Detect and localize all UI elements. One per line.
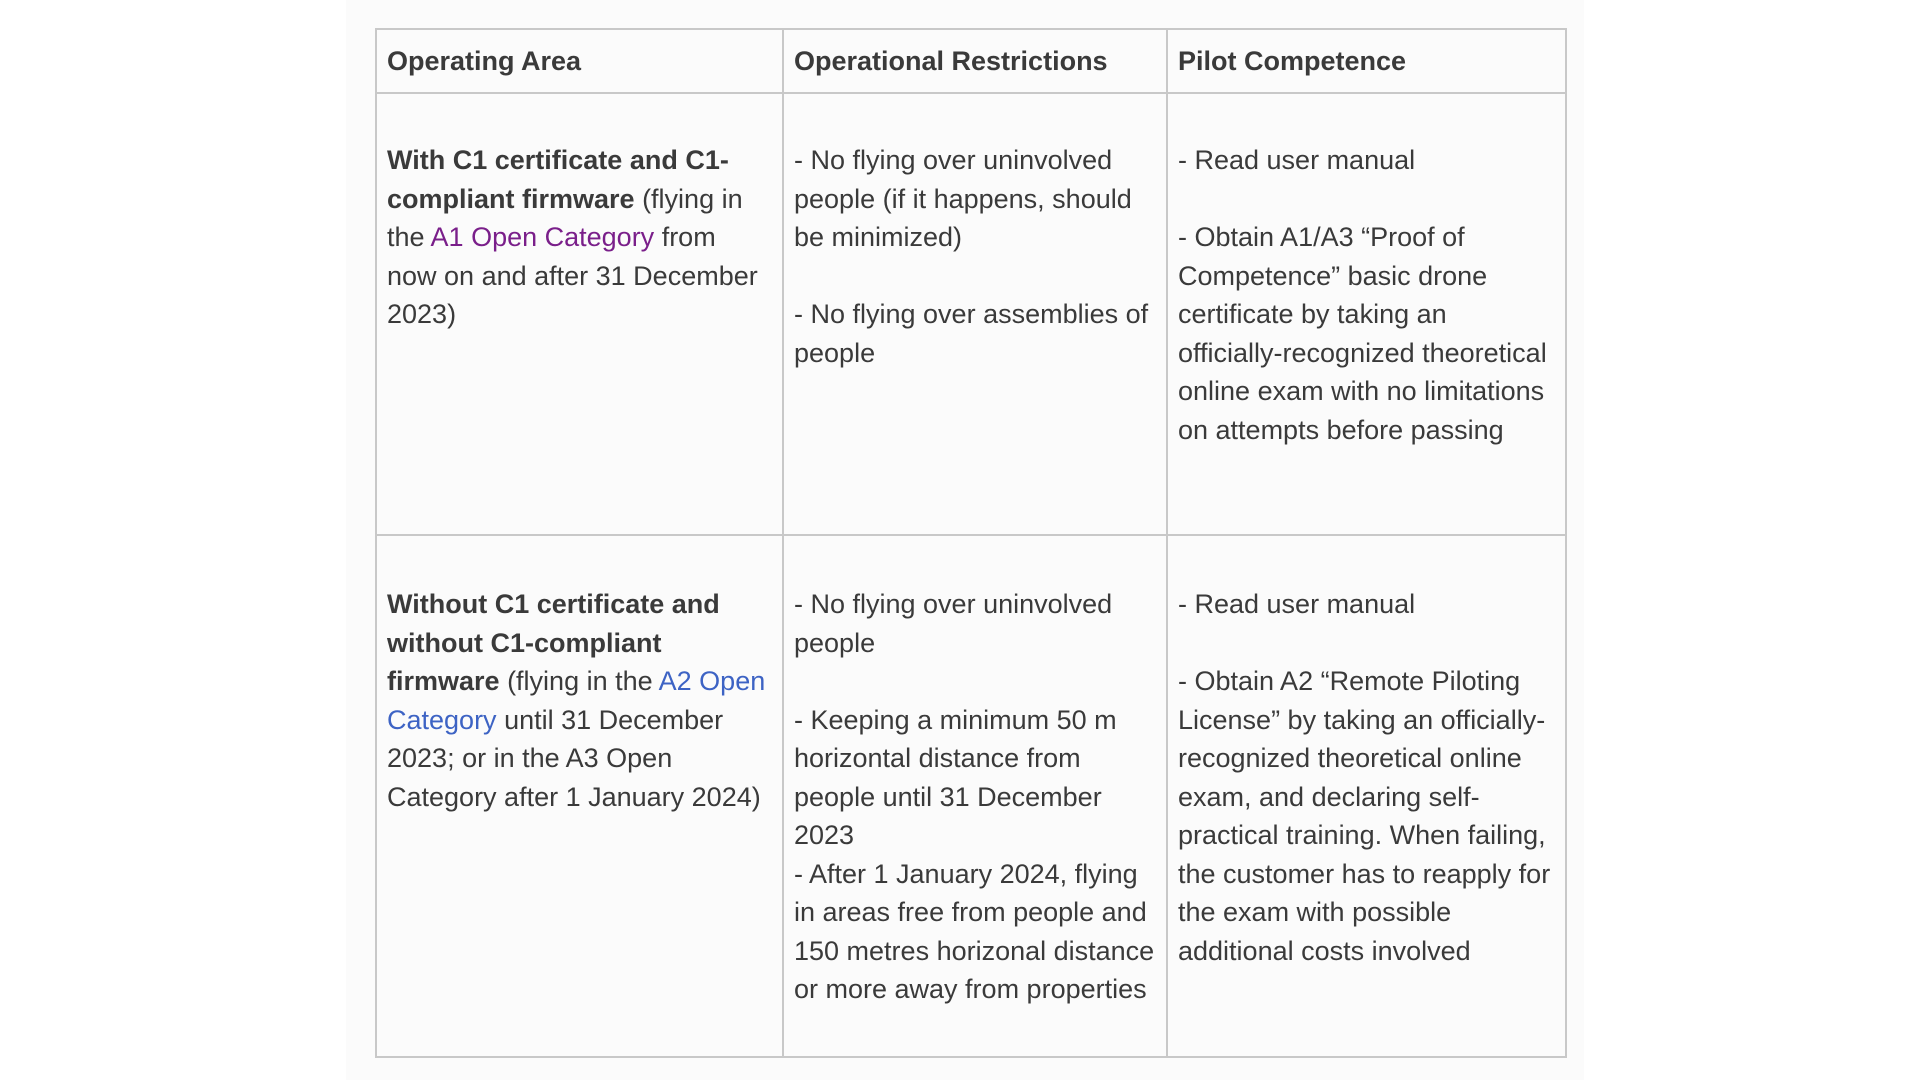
operating-area-text: (flying in the bbox=[499, 666, 659, 696]
table-row bbox=[376, 93, 1566, 535]
operating-area-label: Without C1 certificate and without C1-compliant firmware bbox=[387, 589, 720, 696]
drone-category-table bbox=[375, 28, 1567, 1058]
restrictions-cell bbox=[783, 535, 1167, 1057]
competence-cell bbox=[1167, 93, 1566, 535]
restriction-item: - After 1 January 2024, flying in areas free from people and 150 metres horizonal distance or more away from properties bbox=[794, 858, 1155, 1004]
restriction-item: - No flying over uninvolved people (if it happens, should be minimized) bbox=[794, 145, 1132, 252]
header-pilot-competence: Pilot Competence bbox=[1167, 29, 1566, 93]
competence-item: - Read user manual bbox=[1178, 145, 1416, 175]
a2-open-category-link[interactable]: A2 Open Category bbox=[387, 666, 766, 735]
operating-area-label: With C1 certificate and C1-compliant firmware bbox=[387, 145, 729, 214]
operating-area-cell bbox=[376, 93, 783, 535]
operating-area-cell bbox=[376, 535, 783, 1057]
operating-area-text: (flying in the bbox=[387, 183, 743, 252]
header-row bbox=[376, 29, 1566, 93]
restriction-item: - No flying over assemblies of people bbox=[794, 299, 1149, 368]
a1-open-category-link[interactable]: A1 Open Category bbox=[430, 222, 655, 252]
operating-area-text: from now on and after 31 December 2023) bbox=[387, 222, 758, 329]
competence-item: - Obtain A2 “Remote Piloting License” by taking an officially-recognized theoretical online exam, and declaring self-practical training. When failing, the customer has to reapply for the exam with possible additional costs involved bbox=[1178, 666, 1551, 966]
restriction-item: - No flying over uninvolved people bbox=[794, 589, 1113, 658]
header-operational-restrictions: Operational Restrictions bbox=[783, 29, 1167, 93]
operating-area-text: until 31 December 2023; or in the A3 Open Category after 1 January 2024) bbox=[387, 704, 761, 812]
header-operating-area: Operating Area bbox=[376, 29, 783, 93]
table-row bbox=[376, 535, 1566, 1057]
restriction-item: - Keeping a minimum 50 m horizontal distance from people until 31 December 2023 bbox=[794, 704, 1117, 850]
competence-item: - Read user manual bbox=[1178, 589, 1416, 619]
restrictions-cell bbox=[783, 93, 1167, 535]
competence-cell bbox=[1167, 535, 1566, 1057]
competence-item: - Obtain A1/A3 “Proof of Competence” basic drone certificate by taking an officially-recognized theoretical online exam with no limitations on attempts before passing bbox=[1178, 222, 1547, 445]
